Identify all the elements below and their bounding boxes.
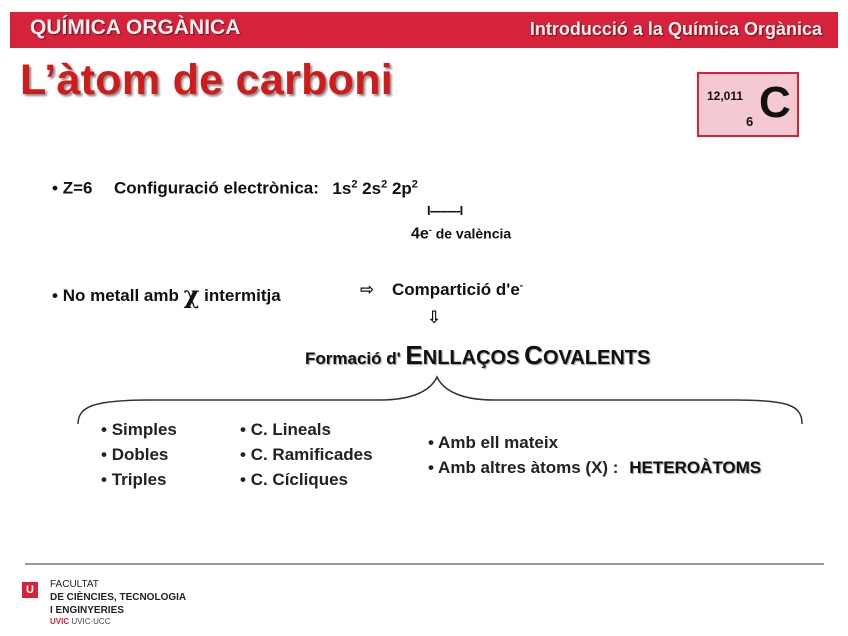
list-item: • Dobles	[101, 445, 169, 464]
footer-divider	[25, 563, 824, 565]
faculty-name: FACULTAT DE CIÈNCIES, TECNOLOGIA I ENGINYERIES	[50, 579, 187, 616]
uvic-label: UVIC UVIC·UCC	[50, 617, 111, 626]
intermediate-text: intermitja	[204, 286, 281, 305]
element-symbol: C	[759, 78, 791, 127]
orbital-2s: $2s^2$	[362, 178, 388, 198]
config-label: Configuració electrònica:	[113, 178, 319, 198]
list-item: • C. Cícliques	[240, 470, 348, 489]
bullet: •	[52, 286, 58, 305]
covalent-bonds-heading: Formació d' ENLLAÇOS COVALENTS	[305, 340, 651, 370]
nonmetal-text: No metall amb	[62, 286, 179, 305]
valence-bracket: I---------I	[427, 203, 463, 218]
atomic-mass: 12,011	[707, 89, 744, 103]
chain-type-list	[240, 417, 373, 492]
atomic-number: 6	[746, 114, 754, 129]
orbital-1s: $1s^2$	[332, 178, 358, 198]
header-subject: QUÍMICA ORGÀNICA	[30, 16, 241, 39]
electron-sharing: Compartició d'e-	[392, 280, 524, 299]
right-arrow-icon: ⇨	[360, 280, 375, 299]
university-logo: U	[22, 582, 38, 598]
list-item: • Amb ell mateix	[428, 433, 559, 452]
list-item: • Simples	[101, 420, 177, 439]
bullet: •	[52, 178, 58, 198]
chi-symbol: χ	[183, 280, 200, 309]
list-item: • Triples	[101, 470, 167, 489]
orbital-2p: $2p^2$	[391, 178, 418, 198]
down-arrow-icon: ⇩	[427, 308, 442, 327]
list-item: • C. Lineals	[240, 420, 331, 439]
z-value: Z=6	[62, 178, 93, 198]
list-item: • Amb altres àtoms (X) : HETEROÀTOMS	[428, 458, 762, 477]
bond-type-list	[101, 417, 177, 492]
heteroatoms-label: HETEROÀTOMS	[629, 458, 762, 477]
slide-title: L’àtom de carboni	[20, 56, 394, 104]
bonding-partner-list	[428, 430, 761, 480]
valence-electrons: 4e- de valència	[411, 225, 512, 243]
list-item: • C. Ramificades	[240, 445, 373, 464]
header-topic: Introducció a la Química Orgànica	[529, 19, 822, 39]
